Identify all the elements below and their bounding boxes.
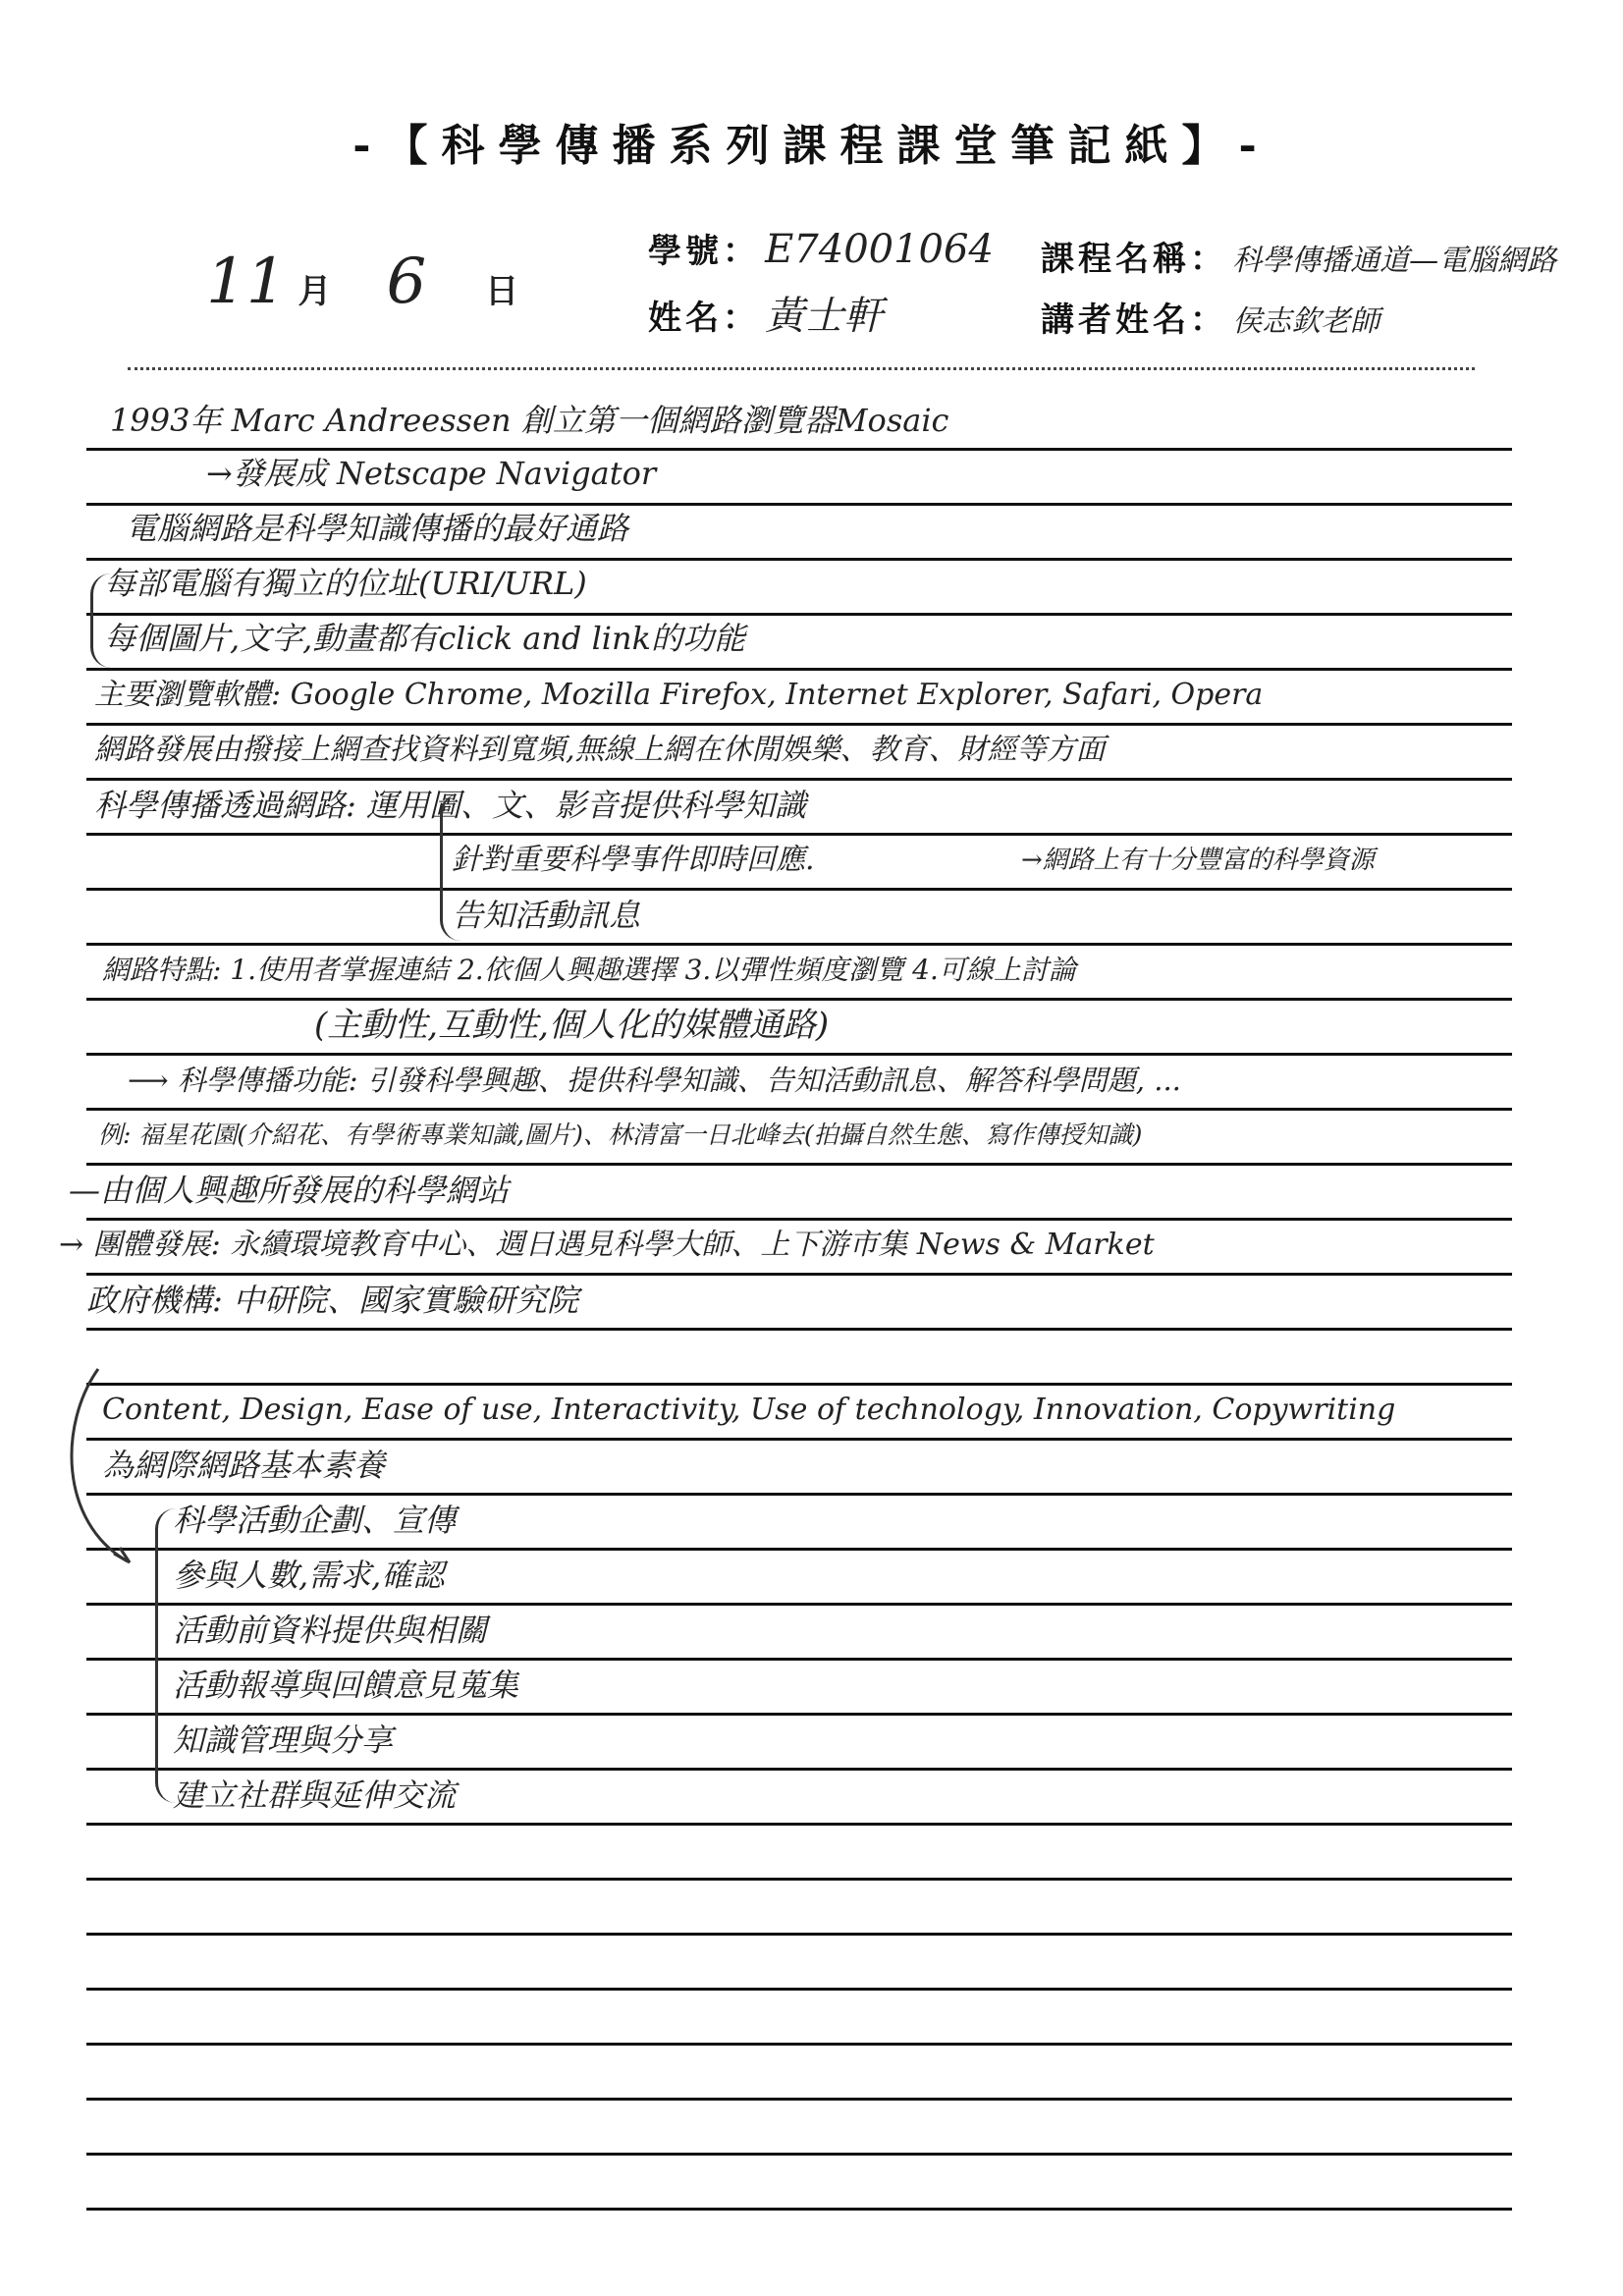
note-line-20: 為網際網路基本素養 <box>102 1447 386 1484</box>
date <box>206 246 518 318</box>
ruled-line <box>86 1438 1512 1441</box>
note-line-17: → 團體發展: 永續環境教育中心、週日遇見科學大師、上下游市集 News & Market <box>59 1228 1155 1262</box>
note-line-2: →發展成 Netscape Navigator <box>206 455 657 492</box>
note-line-3: 電腦網路是科學知識傳播的最好通路 <box>126 510 629 547</box>
student-name-label: 姓名： <box>648 299 760 338</box>
ruled-line <box>86 778 1512 781</box>
note-line-7: 網路發展由撥接上網查找資料到寬頻,無線上網在休閒娛樂、教育、財經等方面 <box>94 733 1106 767</box>
ruled-line <box>86 2208 1512 2211</box>
note-line-24: 活動報導與回饋意見蒐集 <box>173 1667 519 1704</box>
student-id-row <box>648 224 994 272</box>
date-day: 6 <box>386 246 427 318</box>
ruled-line <box>86 1713 1512 1716</box>
note-line-21: 科學活動企劃、宣傳 <box>173 1502 457 1539</box>
brace-web-science <box>440 793 460 941</box>
brace-url-features <box>90 574 111 668</box>
ruled-line <box>86 1273 1512 1276</box>
lecturer-value: 侯志欽老師 <box>1232 304 1380 339</box>
student-name-value: 黃士軒 <box>765 294 884 339</box>
ruled-line <box>86 1933 1512 1936</box>
note-line-1: 1993年 Marc Andreessen 創立第一個網路瀏覽器Mosaic <box>110 402 949 439</box>
ruled-line <box>86 2043 1512 2046</box>
ruled-line <box>86 723 1512 726</box>
lecturer-row <box>1041 293 1380 341</box>
ruled-line <box>86 1823 1512 1826</box>
student-id-value: E74001064 <box>765 227 994 272</box>
ruled-line <box>86 1218 1512 1221</box>
ruled-line <box>86 1383 1512 1386</box>
lecturer-label: 講者姓名： <box>1041 301 1227 340</box>
ruled-line <box>86 888 1512 891</box>
ruled-line <box>86 2098 1512 2101</box>
ruled-line <box>86 1658 1512 1661</box>
note-line-8: 科學傳播透過網路: 運用圖、文、影音提供科學知識 <box>94 787 806 824</box>
student-id-label: 學號： <box>648 232 760 271</box>
header-divider <box>128 367 1475 370</box>
student-name-row <box>648 285 883 341</box>
day-label: 日 <box>485 272 519 311</box>
month-label: 月 <box>298 272 332 311</box>
page-title: -【科學傳播系列課程課堂筆記紙】- <box>352 121 1271 171</box>
note-line-16: —由個人興趣所發展的科學網站 <box>69 1172 510 1209</box>
note-line-22: 參與人數,需求,確認 <box>173 1557 445 1594</box>
ruled-line <box>86 1988 1512 1991</box>
note-line-12: 網路特點: 1.使用者掌握連結 2.依個人興趣選擇 3.以彈性頻度瀏覽 4.可線上討論 <box>102 954 1076 986</box>
course-value: 科學傳播通道—電腦網路 <box>1232 244 1557 278</box>
ruled-line <box>86 833 1512 836</box>
curved-arrow-icon <box>59 1365 147 1581</box>
ruled-line <box>86 2153 1512 2156</box>
note-line-18: 政府機構: 中研院、國家實驗研究院 <box>86 1282 578 1319</box>
ruled-line <box>86 1493 1512 1496</box>
note-line-25: 知識管理與分享 <box>173 1722 394 1759</box>
ruled-line <box>86 1548 1512 1551</box>
ruled-line <box>86 1328 1512 1331</box>
brace-activities <box>155 1508 176 1803</box>
note-line-10: →網路上有十分豐富的科學資源 <box>1021 846 1375 875</box>
note-line-23: 活動前資料提供與相關 <box>173 1612 488 1649</box>
note-line-5: 每個圖片,文字,動畫都有click and link的功能 <box>104 620 746 657</box>
note-line-19: Content, Design, Ease of use, Interactivity, Use of technology, Innovation, Copywriting <box>102 1393 1396 1427</box>
course-label: 課程名稱： <box>1041 240 1227 279</box>
course-row <box>1041 232 1556 280</box>
ruled-line <box>86 1878 1512 1881</box>
ruled-line <box>86 668 1512 671</box>
ruled-line <box>86 1053 1512 1056</box>
ruled-line <box>86 1768 1512 1771</box>
ruled-line <box>86 1603 1512 1606</box>
note-line-15: 例: 福星花園(介紹花、有學術專業知識,圖片)、林清富一日北峰去(拍攝自然生態、寫作傳授知識) <box>98 1121 1143 1149</box>
note-line-9: 針對重要科學事件即時回應. <box>452 843 815 877</box>
ruled-line <box>86 943 1512 946</box>
ruled-line <box>86 998 1512 1001</box>
ruled-line <box>86 1108 1512 1111</box>
date-month: 11 <box>206 246 287 318</box>
ruled-line <box>86 1163 1512 1166</box>
note-line-11: 告知活動訊息 <box>452 897 641 934</box>
note-line-13: (主動性,互動性,個人化的媒體通路) <box>314 1006 830 1045</box>
note-line-14: ⟶ 科學傳播功能: 引發科學興趣、提供科學知識、告知活動訊息、解答科學問題, ... <box>128 1064 1181 1097</box>
note-line-4: 每部電腦有獨立的位址(URI/URL) <box>104 565 587 602</box>
note-line-26: 建立社群與延伸交流 <box>173 1777 457 1814</box>
note-line-6: 主要瀏覽軟體: Google Chrome, Mozilla Firefox, Internet Explorer, Safari, Opera <box>94 678 1264 712</box>
